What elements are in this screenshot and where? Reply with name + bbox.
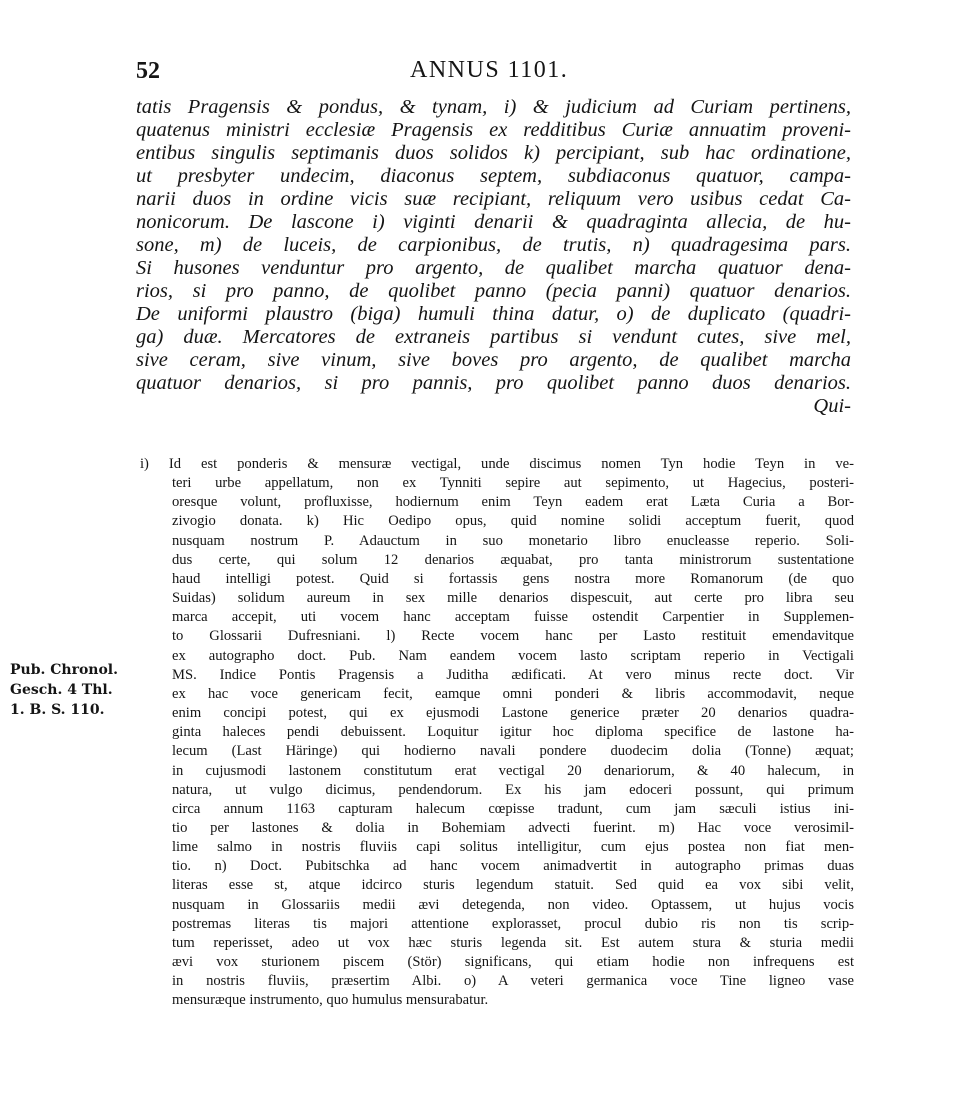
margin-note-line: Gesch. 4 Thl. [10, 682, 113, 698]
footnote-line: Suidas) solidum aureum in sex mille denarios dispescuit, aut certe pro libra seu [172, 590, 854, 607]
footnote-line: lime salmo in nostris fluviis capi solitus intelligitur, cum ejus postea non fiat men- [172, 839, 854, 856]
footnote-line: haud intelligi potest. Quid si fortassis gens nostra more Romanorum (de quo [172, 570, 854, 587]
footnote-line: enim concipi potest, qui ex ejusmodi Lastone generice præter 20 denarios quadra- [172, 705, 854, 722]
footnote-line: lecum (Last Häringe) qui hodierno navali pondere duodecim dolia (Tonne) æquat; [172, 743, 854, 760]
margin-note-line: Pub. Chronol. [10, 662, 118, 678]
main-text-line: quatuor denarios, si pro pannis, pro quolibet panno duos denarios. [136, 372, 851, 394]
page-number: 52 [136, 58, 160, 84]
main-text-line: ga) duæ. Mercatores de extraneis partibus si vendunt cutes, sive mel, [136, 326, 851, 348]
footnote-line: MS. Indice Pontis Pragensis a Juditha ædificati. At vero minus recte doct. Vir [172, 666, 854, 683]
margin-note-line: 1. B. S. 110. [10, 702, 105, 718]
footnote-line: tio per lastones & dolia in Bohemiam advecti fuerint. m) Hac voce verosimil- [172, 819, 854, 836]
main-text-line: tatis Pragensis & pondus, & tynam, i) & judicium ad Curiam pertinens, [136, 96, 851, 118]
main-text [136, 96, 851, 418]
main-text-line: entibus singulis septimanis duos solidos k) percipiant, sub hac ordinatione, [136, 142, 851, 164]
footnote-line: postremas literas tis majori attentione explorasset, procul dubio ris non tis scrip- [172, 915, 854, 932]
footnote-line: in cujusmodi lastonem constitutum erat vectigal 20 denariorum, & 40 halecum, in [172, 762, 854, 779]
main-text-line: De uniformi plaustro (biga) humuli thina datur, o) de duplicato (quadri- [136, 303, 851, 325]
running-title: ANNUS 1101. [410, 57, 569, 83]
footnote-line: teri urbe appellatum, non ex Tynniti sepire aut sepimento, ut Hagecius, posteri- [172, 475, 854, 492]
main-text-line: rios, si pro panno, de quolibet panno (pecia panni) quatuor denarios. [136, 280, 851, 302]
main-text-line: quatenus ministri ecclesiæ Pragensis ex redditibus Curiæ annuatim proveni- [136, 119, 851, 141]
margin-note [10, 660, 160, 720]
main-text-line: sone, m) de luceis, de carpionibus, de trutis, n) quadragesima pars. [136, 234, 851, 256]
footnote-line: tum reperisset, adeo ut vox hæc sturis legenda sit. Est autem stura & sturia medii [172, 934, 854, 951]
footnote-line: i) Id est ponderis & mensuræ vectigal, unde discimus nomen Tyn hodie Teyn in ve- [140, 456, 854, 472]
footnote-line: ævi vox sturionem piscem (Stör) significans, qui etiam hodie non infrequens est [172, 954, 854, 971]
footnote-line: nusquam nostrum P. Adauctum in suo monetario libro enucleasse reperio. Soli- [172, 532, 854, 549]
footnote-line: in nostris fluviis, præsertim Albi. o) A veteri germanica voce Tine ligneo vase [172, 973, 854, 990]
footnote-line: to Glossarii Dufresniani. l) Recte vocem hanc per Lasto restituit emendavitque [172, 628, 854, 645]
footnote-line: oresque volunt, profluxisse, hodiernum enim Teyn eadem erat Læta Curia a Bor- [172, 494, 854, 511]
footnote-line: nusquam in Glossariis medii ævi detegenda, non video. Optassem, ut hujus vocis [172, 896, 854, 913]
main-text-line: nonicorum. De lascone i) viginti denarii & quadraginta allecia, de hu- [136, 211, 851, 233]
main-text-line: sive ceram, sive vinum, sive boves pro argento, de qualibet marcha [136, 349, 851, 371]
footnote-line: tio. n) Doct. Pubitschka ad hanc vocem animadvertit in autographo primas duas [172, 858, 854, 875]
footnote-line: marca accepit, uti vocem hanc acceptam fuisse ostendit Carpentier in Supplemen- [172, 609, 854, 626]
footnote-line: ex autographo doct. Pub. Nam eandem vocem lasto scriptam reperio in Vectigali [172, 647, 854, 664]
footnote-line: mensuræque instrumento, quo humulus mensurabatur. [172, 992, 489, 1009]
main-text-line: Si husones venduntur pro argento, de qualibet marcha quatuor dena- [136, 257, 851, 279]
footnote-line: ex hac voce genericam fecit, eamque omni ponderi & libris accommodavit, neque [172, 685, 854, 702]
main-text-line: narii duos in ordine vicis suæ recipiant, reliquum vero usibus cedat Ca- [136, 188, 851, 210]
footnote-line: dus certe, qui solum 12 denarios æquabat, pro tanta ministrorum sustentatione [172, 551, 854, 568]
footnote-line: ginta haleces pendi debuissent. Loquitur igitur hoc diploma specifice de lastone ha- [172, 724, 854, 741]
footnotes [140, 455, 854, 1011]
main-text-line: ut presbyter undecim, diaconus septem, subdiaconus quatuor, campa- [136, 165, 851, 187]
catchword: Qui- [813, 395, 851, 417]
footnote-line: zivogio donata. k) Hic Oedipo opus, quid nomine solidi acceptum fuerit, quod [172, 513, 854, 530]
footnote-line: literas esse st, atque idcirco sturis legendum statuit. Sed quid ea vox sibi velit, [172, 877, 854, 894]
footnote-line: natura, ut vulgo dicimus, pendendorum. Ex his jam edoceri possunt, qui primum [172, 781, 854, 798]
footnote-line: circa annum 1163 capturam halecum cœpisse tradunt, cum jam sæculi istius ini- [172, 800, 854, 817]
